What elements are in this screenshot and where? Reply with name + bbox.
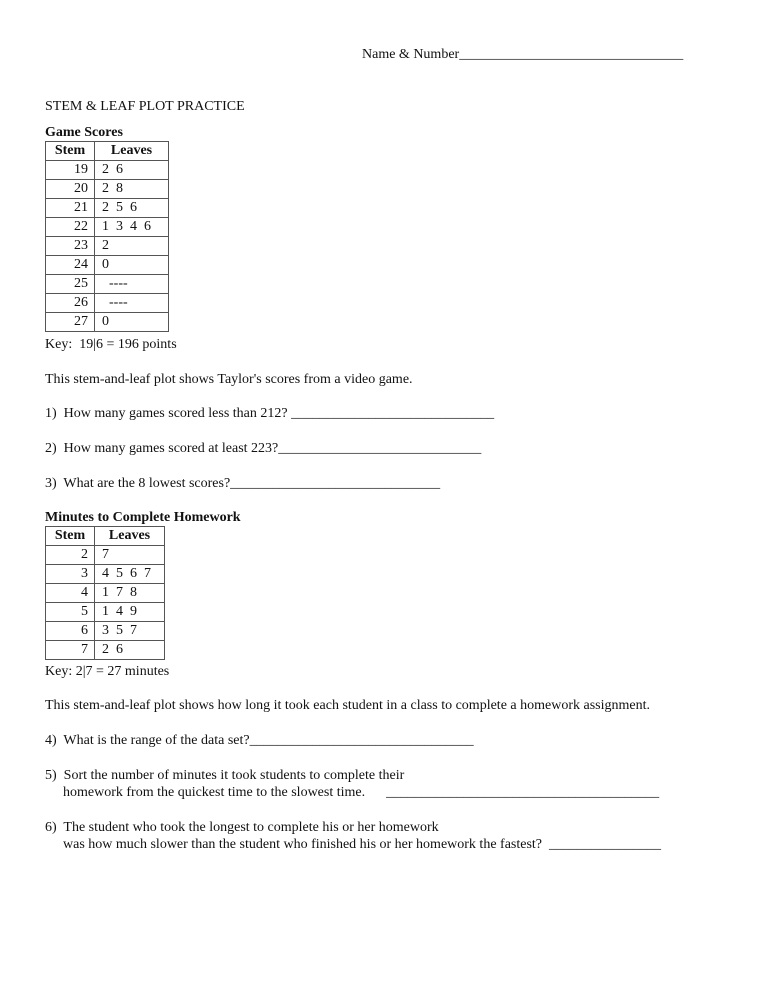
stem-cell: 22 [46,218,95,237]
table-row [46,565,165,584]
game-scores-heading: Game Scores [45,125,123,140]
leaves-cell: ---- [95,294,169,313]
table-row [46,275,169,294]
leaves-cell: 4 5 6 7 [95,565,165,584]
table-row [46,218,169,237]
leaves-cell: 0 [95,313,169,332]
table-row [46,546,165,565]
stem-column-header: Stem [46,527,95,546]
game-scores-key: Key: 19|6 = 196 points [45,337,177,352]
leaves-cell: 1 3 4 6 [95,218,169,237]
table-row [46,313,169,332]
stem-cell: 20 [46,180,95,199]
stem-cell: 7 [46,641,95,660]
stem-cell: 27 [46,313,95,332]
homework-description: This stem-and-leaf plot shows how long it took each student in a class to complete a homework assignment. [45,698,650,713]
game-scores-description: This stem-and-leaf plot shows Taylor's scores from a video game. [45,372,413,387]
question-2[interactable]: 2) How many games scored at least 223?_____________________________ [45,441,482,456]
stem-cell: 2 [46,546,95,565]
homework-minutes-heading: Minutes to Complete Homework [45,510,241,525]
leaves-cell: ---- [95,275,169,294]
stem-cell: 3 [46,565,95,584]
name-number-field[interactable]: Name & Number________________________________ [362,47,684,62]
table-row [46,161,169,180]
question-6-line-2[interactable]: was how much slower than the student who finished his or her homework the fastest? ________________ [63,837,662,852]
leaves-cell: 3 5 7 [95,622,165,641]
question-5-line-2[interactable]: homework from the quickest time to the slowest time. _______________________________________ [63,785,660,800]
table-row [46,622,165,641]
table-row [46,603,165,622]
leaves-cell: 2 [95,237,169,256]
table-row [46,584,165,603]
leaves-cell: 1 4 9 [95,603,165,622]
stem-cell: 5 [46,603,95,622]
homework-key: Key: 2|7 = 27 minutes [45,664,170,679]
table-row [46,180,169,199]
stem-column-header: Stem [46,142,95,161]
leaves-cell: 0 [95,256,169,275]
leaves-cell: 7 [95,546,165,565]
stem-cell: 23 [46,237,95,256]
leaves-cell: 2 8 [95,180,169,199]
leaves-cell: 1 7 8 [95,584,165,603]
game-scores-stem-leaf-table [45,141,169,332]
question-4[interactable]: 4) What is the range of the data set?________________________________ [45,733,474,748]
leaves-cell: 2 6 [95,161,169,180]
table-row [46,256,169,275]
table-row [46,294,169,313]
page-title: STEM & LEAF PLOT PRACTICE [45,99,245,114]
question-6-line-1: 6) The student who took the longest to complete his or her homework [45,820,439,835]
leaves-column-header: Leaves [95,142,169,161]
table-row [46,199,169,218]
stem-cell: 6 [46,622,95,641]
table-row [46,237,169,256]
stem-cell: 26 [46,294,95,313]
leaves-cell: 2 5 6 [95,199,169,218]
table-header-row [46,527,165,546]
leaves-cell: 2 6 [95,641,165,660]
stem-cell: 4 [46,584,95,603]
stem-cell: 25 [46,275,95,294]
stem-cell: 19 [46,161,95,180]
question-5-line-1: 5) Sort the number of minutes it took students to complete their [45,768,405,783]
leaves-column-header: Leaves [95,527,165,546]
stem-cell: 21 [46,199,95,218]
table-row [46,641,165,660]
table-header-row [46,142,169,161]
question-1[interactable]: 1) How many games scored less than 212? _____________________________ [45,406,495,421]
stem-cell: 24 [46,256,95,275]
homework-stem-leaf-table [45,526,165,660]
question-3[interactable]: 3) What are the 8 lowest scores?______________________________ [45,476,441,491]
